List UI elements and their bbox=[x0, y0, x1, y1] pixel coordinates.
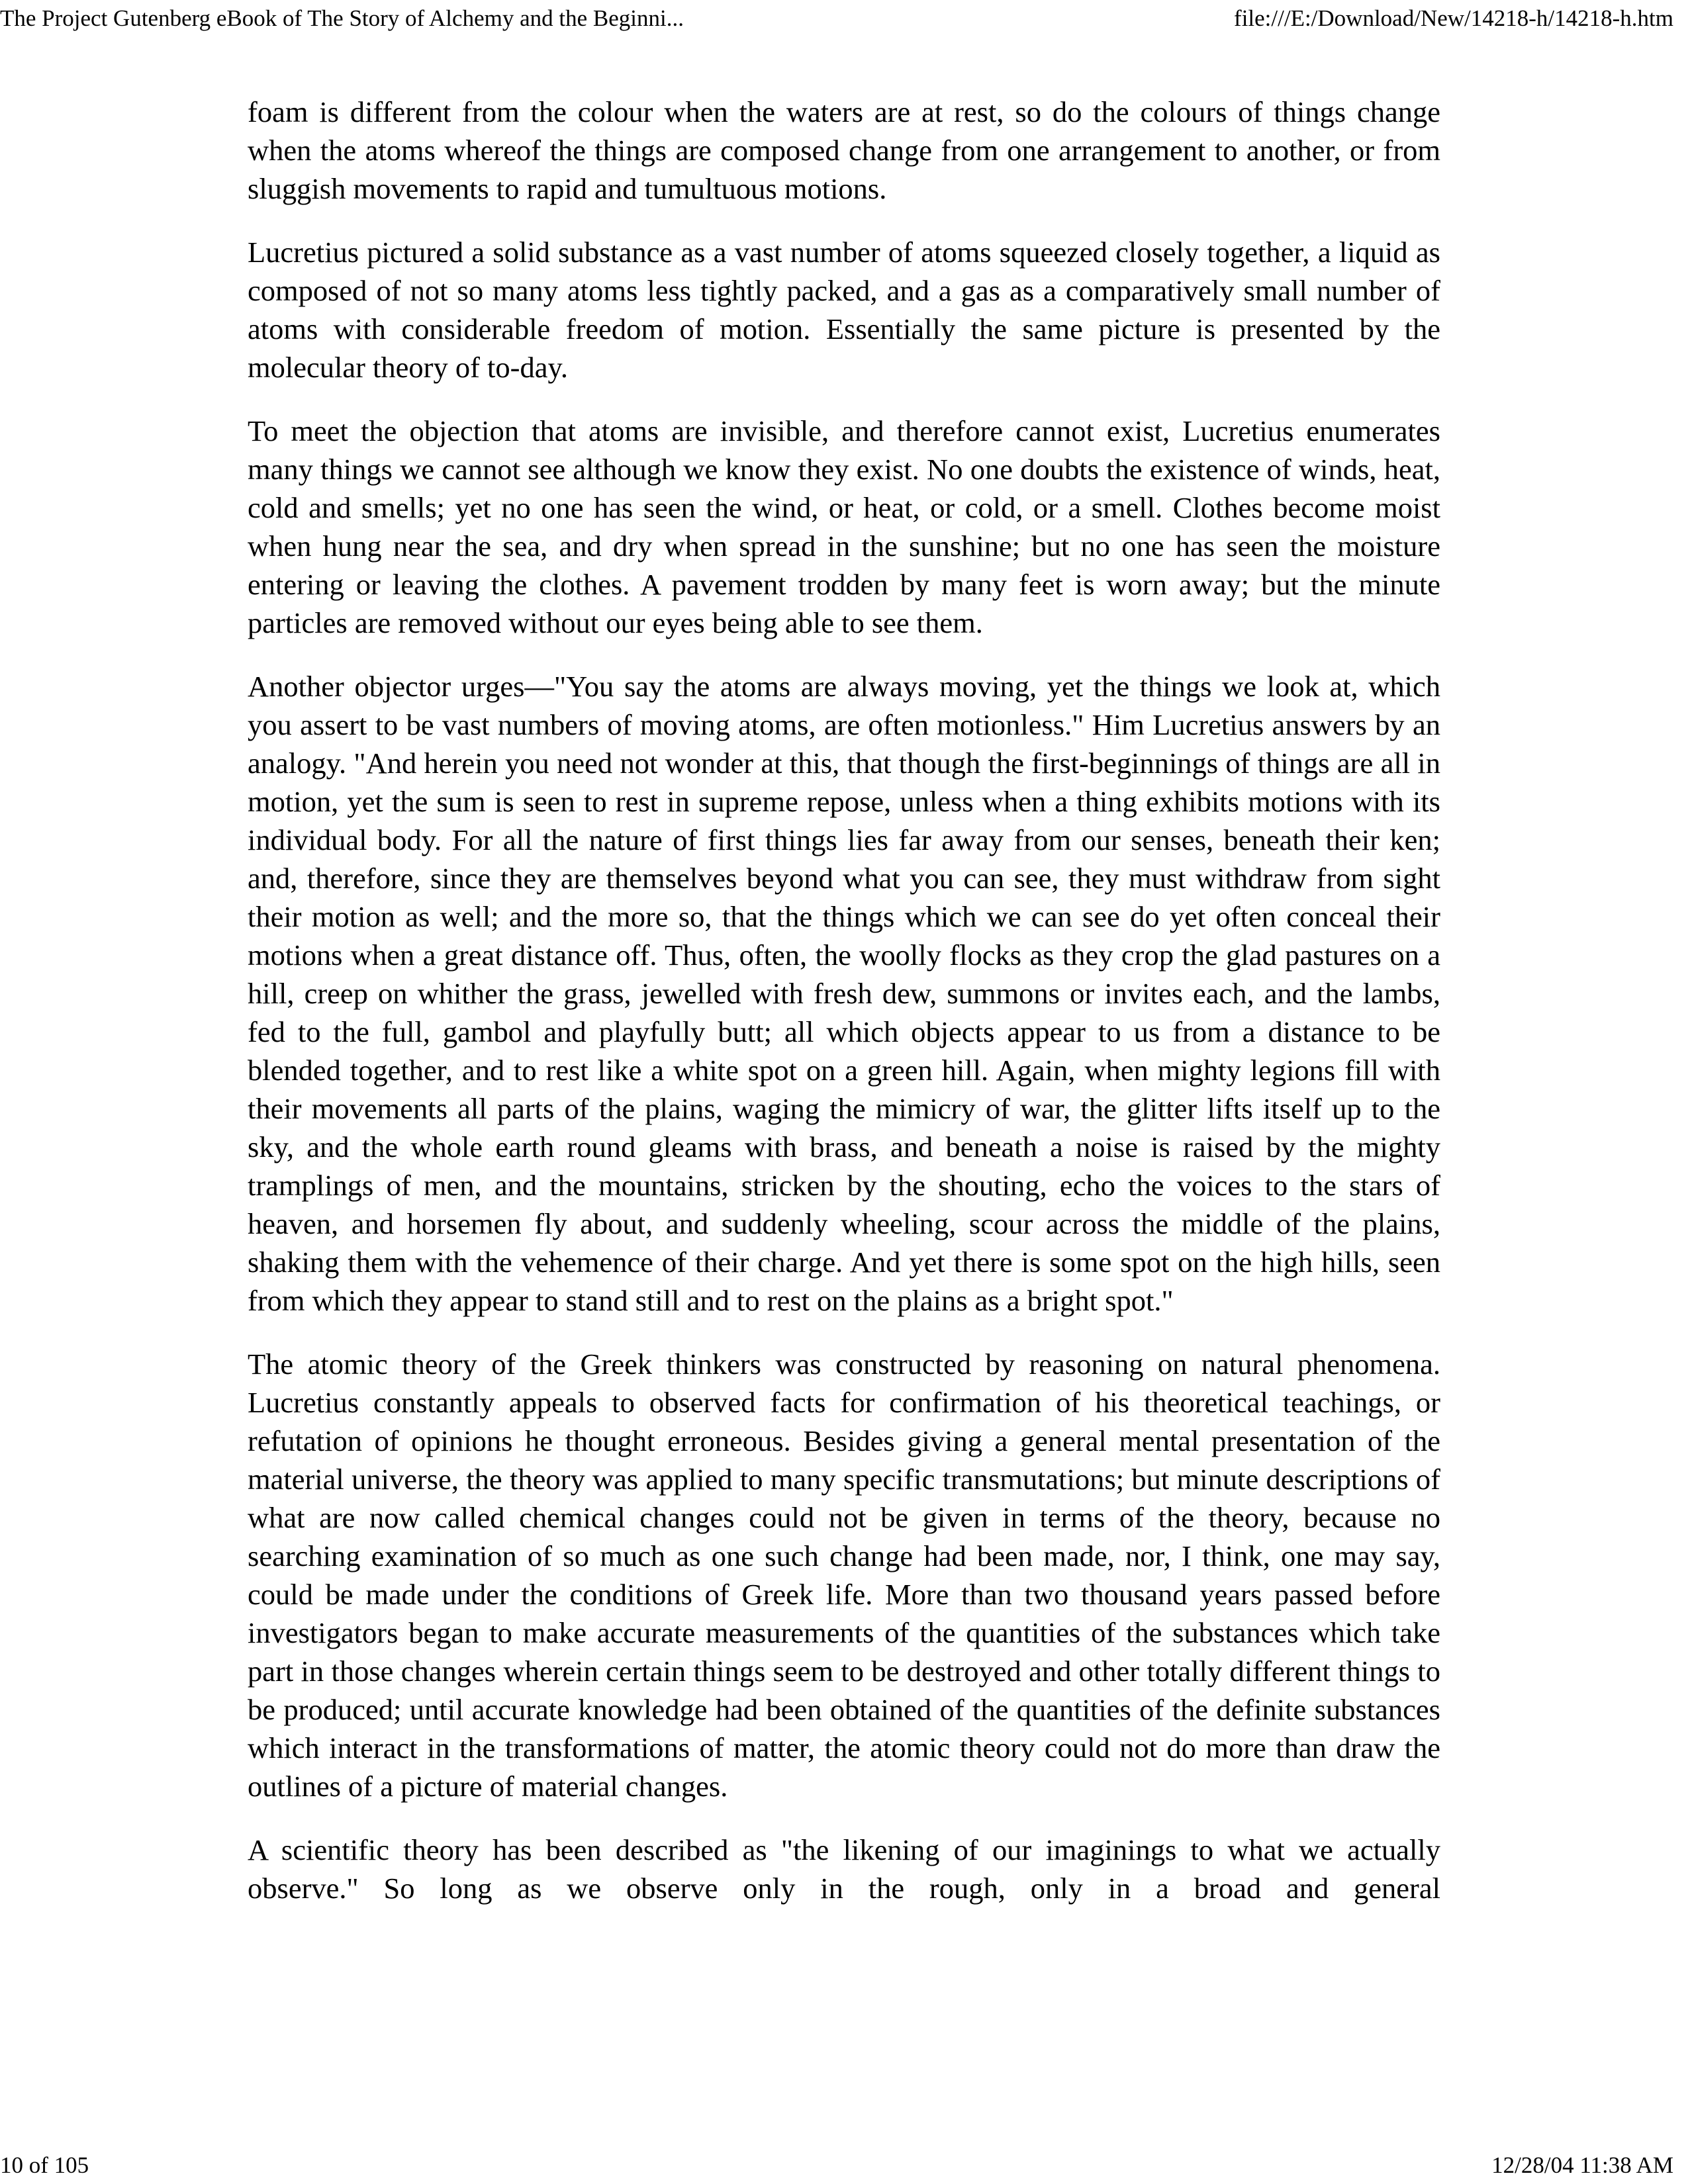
page-number: 10 of 105 bbox=[0, 2152, 89, 2178]
paragraph-3: To meet the objection that atoms are invisible, and therefore cannot exist, Lucretius enumerates many things we cannot see although we know they exist. No one doubts the existence of winds, heat, cold and smells; yet no one has seen the wind, or heat, or cold, or a smell. Clothes become moist when hung near the sea, and dry when spread in the sunshine; but no one has seen the moisture entering or leaving the clothes. A pavement trodden by many feet is worn away; but the minute particles are removed without our eyes being able to see them. bbox=[248, 414, 1440, 639]
print-header bbox=[0, 0, 1688, 37]
print-footer bbox=[0, 2147, 1688, 2184]
page-title: The Project Gutenberg eBook of The Story of Alchemy and the Beginni... bbox=[0, 5, 684, 31]
paragraph-1: foam is different from the colour when the waters are at rest, so do the colours of things change when the atoms whereof the things are composed change from one arrangement to another, or from sluggish movements to rapid and tumultuous motions. bbox=[248, 95, 1440, 205]
paragraph-4: Another objector urges—"You say the atoms are always moving, yet the things we look at, which you assert to be vast numbers of moving atoms, are often motionless." Him Lucretius answers by an analogy. "And herein you need not wonder at this, that though the first-beginnings of things are all in motion, yet the sum is seen to rest in supreme repose, unless when a thing exhibits motions with its individual body. For all the nature of first things lies far away from our senses, beneath their ken; and, therefore, since they are themselves beyond what you can see, they must withdraw from sight their motion as well; and the more so, that the things which we can see do yet often conceal their motions when a great distance off. Thus, often, the woolly flocks as they crop the glad pastures on a hill, creep on whither the grass, jewelled with fresh dew, summons or invites each, and the lambs, fed to the full, gambol and playfully butt; all which objects appear to us from a distance to be blended together, and to rest like a white spot on a green hill. Again, when mighty legions fill with their movements all parts of the plains, waging the mimicry of war, the glitter lifts itself up to the sky, and the whole earth round gleams with brass, and beneath a noise is raised by the mighty tramplings of men, and the mountains, stricken by the shouting, echo the voices to the stars of heaven, and horsemen fly about, and suddenly wheeling, scour across the middle of the plains, shaking them with the vehemence of their charge. And yet there is some spot on the high hills, seen from which they appear to stand still and to rest on the plains as a bright spot." bbox=[248, 670, 1440, 1317]
paragraph-6: A scientific theory has been described as "the likening of our imaginings to what we actually observe." So long as we observe only in the rough, only in a broad and general bbox=[248, 1833, 1440, 1905]
paragraph-5: The atomic theory of the Greek thinkers was constructed by reasoning on natural phenomena. Lucretius constantly appeals to observed facts for confirmation of his theoretical teachings, or refutation of opinions he thought erroneous. Besides giving a general mental presentation of the material universe, the theory was applied to many specific transmutations; but minute descriptions of what are now called chemical changes could not be given in terms of the theory, because no searching examination of so much as one such change had been made, nor, I think, one may say, could be made under the conditions of Greek life. More than two thousand years passed before investigators began to make accurate measurements of the quantities of the substances which take part in those changes wherein certain things seem to be destroyed and other totally different things to be produced; until accurate knowledge had been obtained of the quantities of the definite substances which interact in the transformations of matter, the atomic theory could not do more than draw the outlines of a picture of material changes. bbox=[248, 1347, 1440, 1803]
page-url: file:///E:/Download/New/14218-h/14218-h.htm bbox=[1234, 5, 1673, 31]
print-datetime: 12/28/04 11:38 AM bbox=[1491, 2152, 1673, 2178]
paragraph-2: Lucretius pictured a solid substance as a vast number of atoms squeezed closely together, a liquid as composed of not so many atoms less tightly packed, and a gas as a comparatively small number of atoms with considerable freedom of motion. Essentially the same picture is presented by the molecular theory of to-day. bbox=[248, 236, 1440, 384]
document-body bbox=[248, 93, 1440, 1933]
